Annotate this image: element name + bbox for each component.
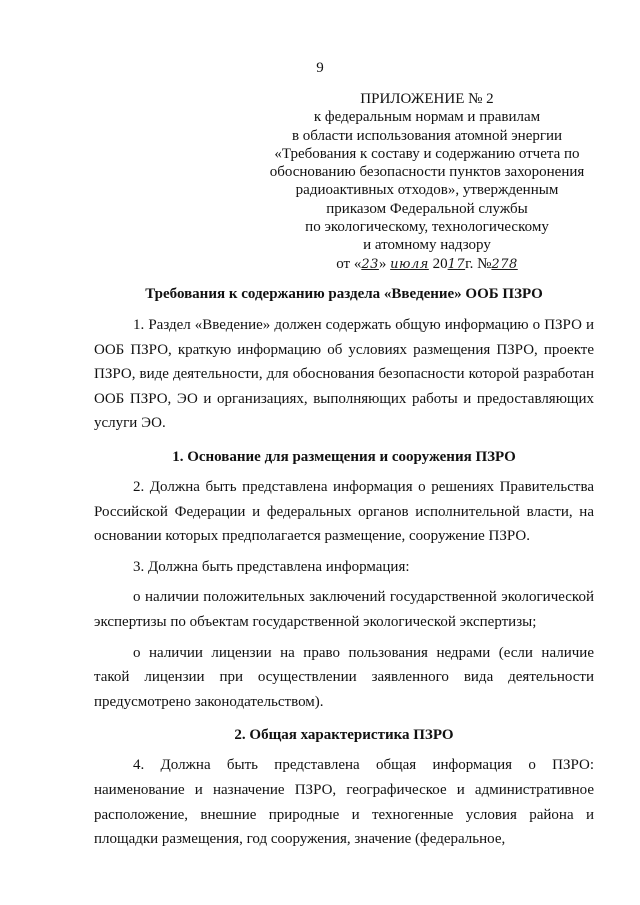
section2-paragraph: 4. Должна быть представлена общая информация о ПЗРО: наименование и назначение ПЗРО, географическое и административное расположение, внешние природные и техногенные условия района и площадки размещения, год сооружения, значение (федеральное, — [94, 757, 594, 848]
signature-month: июля — [390, 256, 429, 272]
section1-title: 1. Основание для размещения и сооружения ПЗРО — [172, 448, 516, 465]
appendix-line: обоснованию безопасности пунктов захоронения — [269, 164, 585, 181]
intro-paragraph: 1. Раздел «Введение» должен содержать общую информацию о ПЗРО и ООБ ПЗРО, краткую информацию об условиях размещения ПЗРО, проекте ПЗРО, виде деятельности, для обоснования безопасности которой разработан ООБ ПЗРО, ЭО и организациях, выполняющих работы и предоставляющих услуги ЭО. — [94, 317, 594, 432]
appendix-block — [262, 90, 592, 274]
document-body — [94, 286, 594, 852]
signature-year-prefix: 20 — [432, 255, 448, 272]
page-number: 9 — [316, 60, 324, 76]
section2-title: 2. Общая характеристика ПЗРО — [234, 727, 454, 744]
signature-number-prefix: г. № — [465, 255, 492, 272]
section-title: Требования к содержанию раздела «Введение» ООБ ПЗРО — [145, 286, 543, 302]
appendix-line: радиоактивных отходов», утвержденным — [295, 182, 559, 199]
appendix-title: ПРИЛОЖЕНИЕ № 2 — [360, 91, 494, 107]
section1-paragraph: 3. Должна быть представлена информация: — [133, 558, 410, 575]
signature-mid: » — [378, 255, 387, 272]
appendix-line: «Требования к составу и содержанию отчета по — [274, 145, 580, 162]
appendix-line: к федеральным нормам и правилам — [313, 109, 541, 126]
signature-line — [262, 255, 592, 274]
appendix-line: приказом Федеральной службы — [326, 200, 528, 217]
signature-day: 23 — [361, 256, 379, 272]
appendix-line: по экологическому, технологическому — [305, 219, 549, 236]
signature-number: 278 — [491, 256, 518, 272]
signature-year: 17 — [447, 256, 466, 272]
signature-prefix: от « — [336, 255, 362, 272]
section1-paragraph: 2. Должна быть представлена информация о решениях Правительства Российской Федерации и федеральных органов исполнительной власти, на основании которых предполагается размещение, сооружение ПЗРО. — [94, 478, 594, 545]
section1-paragraph: о наличии лицензии на право пользования недрами (если наличие такой лицензии при осуществлении заявленного вида деятельности предусмотрено законодательством). — [94, 644, 594, 710]
section1-paragraph: о наличии положительных заключений государственной экологической экспертизы по объектам государственной экологической экспертизы; — [94, 589, 594, 630]
appendix-line: в области использования атомной энергии — [291, 127, 563, 144]
appendix-line: и атомному надзору — [363, 237, 491, 254]
